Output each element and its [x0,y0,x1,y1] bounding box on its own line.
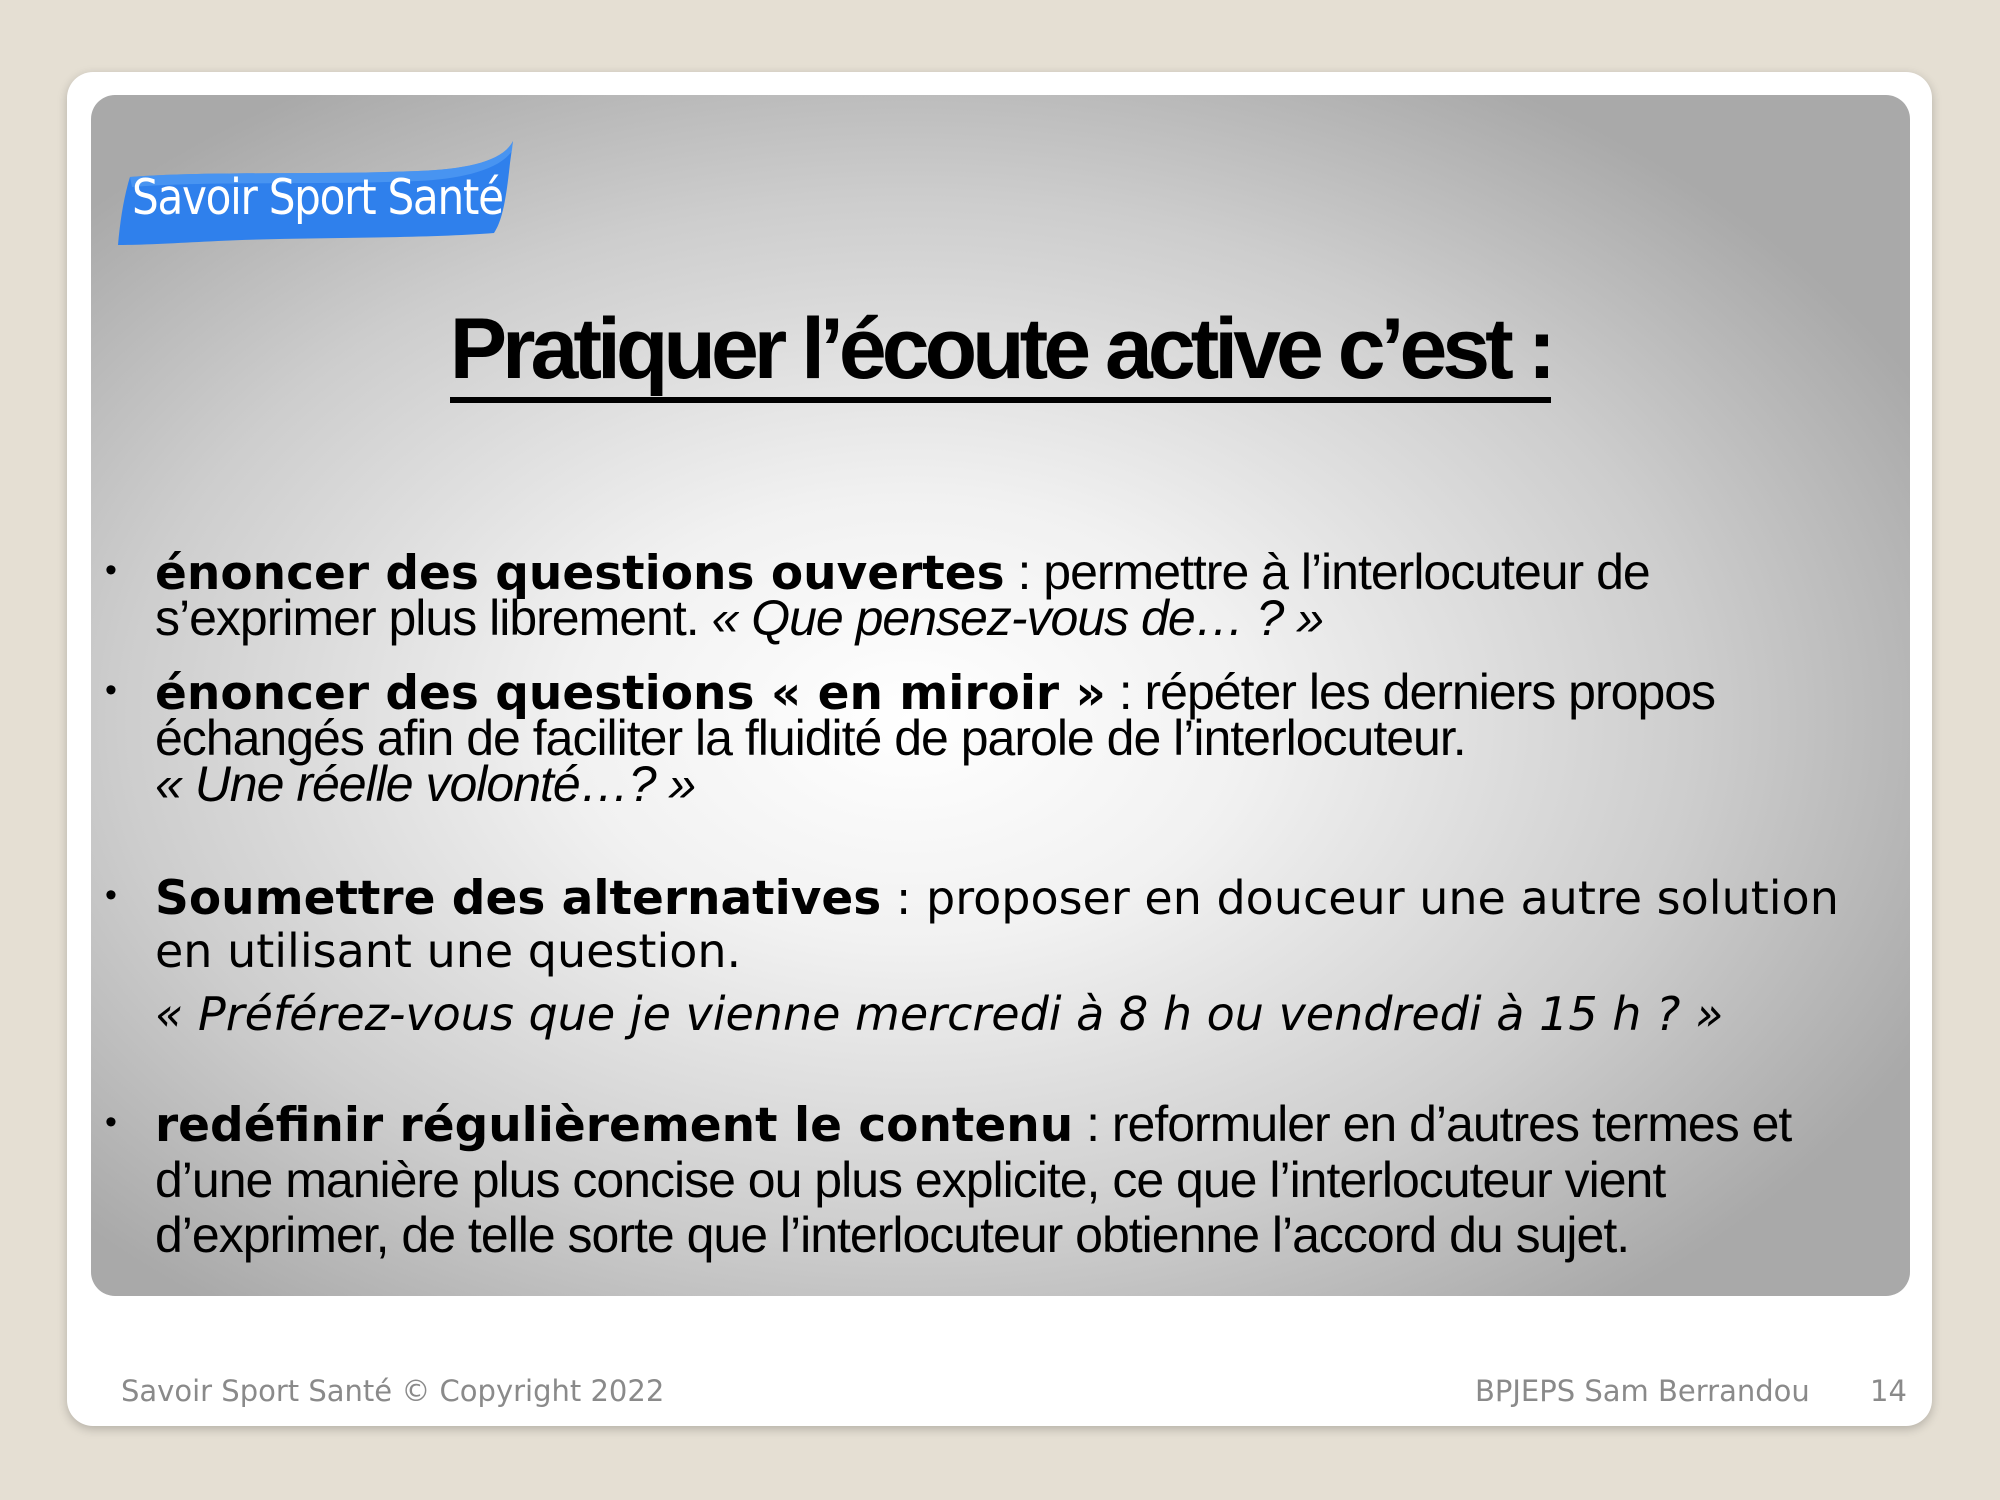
bullet-heading: redéfinir régulièrement le contenu [155,1098,1074,1153]
bullet-marker: • [105,1103,117,1141]
bullet-example: « Que pensez-vous de… ? » [711,590,1324,646]
bullet-text: : proposer en douceur une autre solution [881,871,1839,925]
bullet-line [155,1096,1792,1153]
bullet-heading: énoncer des questions ouvertes [155,546,1005,601]
bullet-text: d’une manière plus concise ou plus explicite, ce que l’interlocuteur vient [155,1152,1666,1208]
bullet-text: en utilisant une question. [155,924,742,978]
bullet-text: : permettre à l’interlocuteur de [1004,544,1650,600]
bullet-line [155,756,696,812]
bullet-text: échangés afin de faciliter la fluidité de parole de l’interlocuteur. [155,710,1466,766]
bullet-line [155,872,1839,924]
bullet-example: « Une réelle volonté…? » [155,756,696,812]
footer-author: BPJEPS Sam Berrandou [1475,1374,1810,1408]
bullet-marker: • [105,551,117,589]
bullet-list [91,95,1910,1296]
bullet-heading: Soumettre des alternatives [155,871,882,926]
logo-text: Savoir Sport Santé [132,169,503,226]
slide-content [91,95,1910,1296]
bullet-marker: • [105,671,117,709]
footer-copyright: Savoir Sport Santé © Copyright 2022 [121,1374,665,1408]
bullet-text: d’exprimer, de telle sorte que l’interlocuteur obtienne l’accord du sujet. [155,1207,1630,1263]
bullet-line [155,1207,1630,1263]
bullet-heading: énoncer des questions « en miroir » [155,666,1106,721]
bullet-text: : reformuler en d’autres termes et [1073,1096,1792,1152]
bullet-text: : répéter les derniers propos [1105,664,1716,720]
bullet-line [155,1152,1666,1208]
bullet-line [155,590,1324,646]
bullet-line [155,988,1723,1039]
bullet-example: « Préférez-vous que je vienne mercredi à 8 h ou vendredi à 15 h ? » [155,987,1724,1041]
bullet-marker: • [105,876,117,914]
bullet-line [155,925,741,976]
slide-title-text: Pratiquer l’écoute active c’est : [450,301,1552,403]
page-number: 14 [1870,1374,1907,1408]
bullet-text: s’exprimer plus librement. [155,590,712,646]
